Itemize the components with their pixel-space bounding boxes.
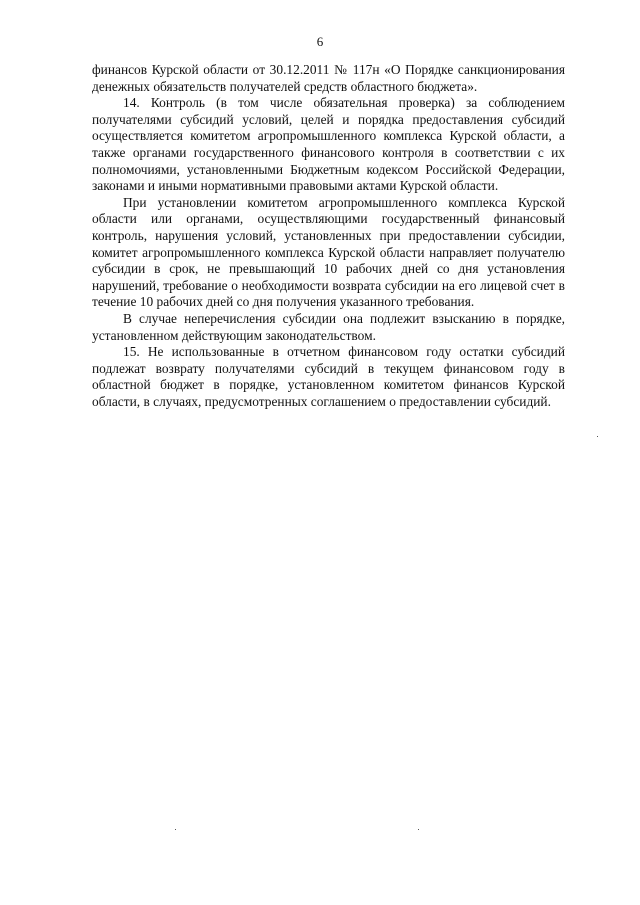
paragraph-continuation: финансов Курской области от 30.12.2011 № 117н «О Порядке санкционирования денежных обязательств получателей средств областного бюджета».	[92, 62, 565, 94]
paragraph-14-control: 14. Контроль (в том числе обязательная проверка) за соблюдением получателями субсидий условий, целей и порядка предоставления субсидий осуществляется комитетом агропромышленного комплекса Курской области, а также органами государственного финансового контроля в соответствии с их полномочиями, установленными Бюджетным кодексом Российской Федерации, законами и иными нормативными правовыми актами Курской области.	[92, 95, 565, 194]
scan-speck	[597, 436, 598, 437]
scan-speck	[418, 829, 419, 830]
paragraph-15-unused-balances: 15. Не использованные в отчетном финансовом году остатки субсидий подлежат возврату получателями субсидий в текущем финансовом году в областной бюджет в порядке, установленном комитетом финансов Курской области, в случаях, предусмотренных соглашением о предоставлении субсидий.	[92, 344, 565, 409]
page-number: 6	[316, 34, 324, 49]
scan-speck	[175, 829, 176, 830]
paragraph-non-transfer: В случае неперечисления субсидии она подлежит взысканию в порядке, установленном действующим законодательством.	[92, 310, 565, 343]
paragraph-violation-return: При установлении комитетом агропромышленного комплекса Курской области или органами, осуществляющими государственный финансовый контроль, нарушения условий, установленных при предоставлении субсидии, комитет агропромышленного комплекса Курской области направляет получателю субсидии в срок, не превышающий 10 рабочих дней со дня установления нарушений, требование о необходимости возврата субсидии на его лицевой счет в течение 10 рабочих дней со дня получения указанного требования.	[92, 194, 565, 310]
document-body	[92, 62, 565, 410]
